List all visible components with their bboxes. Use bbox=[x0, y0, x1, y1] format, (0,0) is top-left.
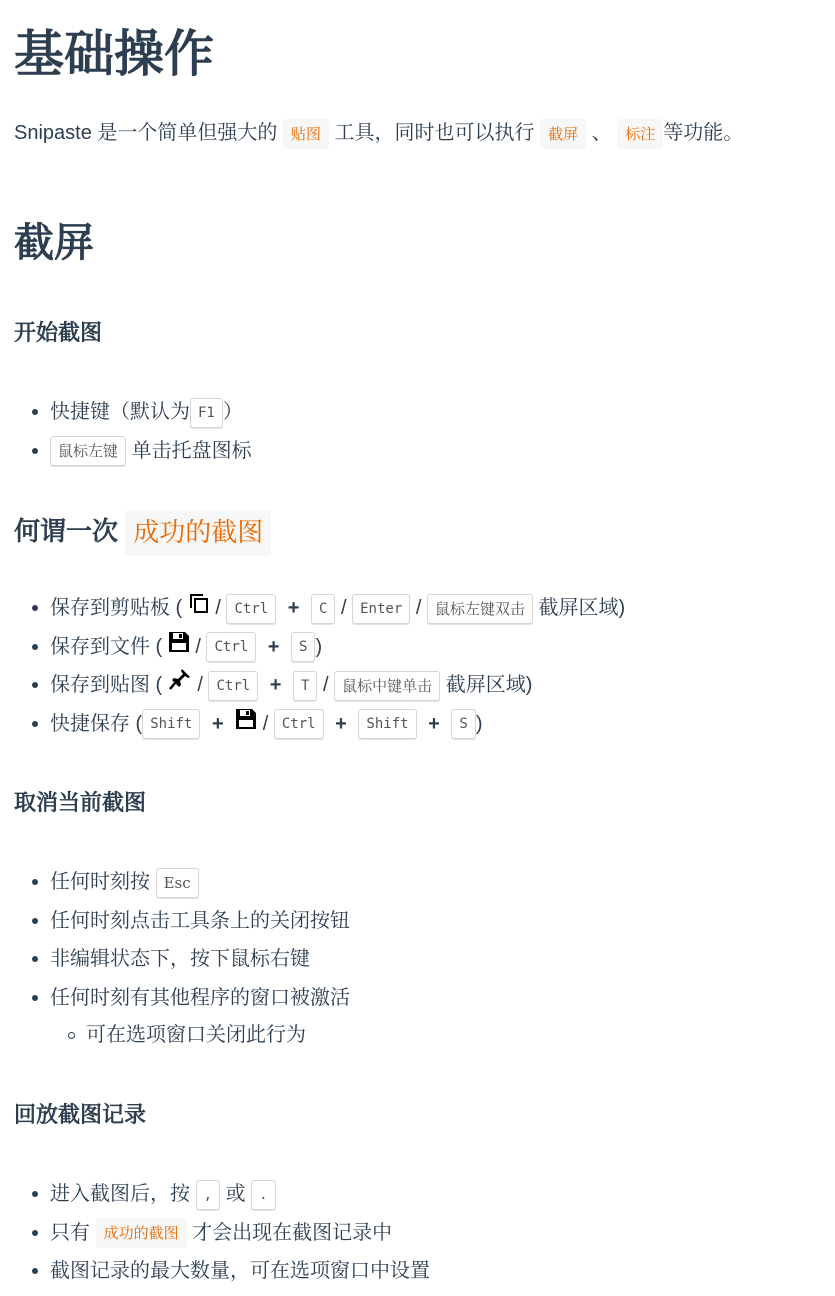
item-text: 才会出现在截图记录中 bbox=[192, 1221, 393, 1244]
item-text: 快捷保存 ( bbox=[50, 712, 143, 735]
list-item bbox=[50, 628, 625, 667]
list-item bbox=[50, 863, 350, 902]
list-item bbox=[50, 979, 350, 1018]
intro-separator: 、 bbox=[591, 122, 612, 144]
item-text: 只有 bbox=[50, 1221, 90, 1244]
key-mouse-middle-click: 鼠标中键单击 bbox=[334, 671, 440, 701]
inline-code: 标注 bbox=[617, 119, 663, 149]
key-mouse-double-click: 鼠标左键双击 bbox=[427, 594, 533, 624]
key-ctrl: Ctrl bbox=[208, 671, 258, 701]
key-s: S bbox=[451, 709, 475, 739]
save-icon bbox=[168, 628, 190, 667]
separator: / bbox=[215, 597, 221, 619]
heading-successful-screenshot bbox=[14, 508, 271, 556]
item-text: 截屏区域) bbox=[445, 674, 533, 696]
cancel-sublist bbox=[50, 1016, 306, 1055]
key-t: T bbox=[293, 671, 317, 701]
copy-icon bbox=[188, 589, 210, 628]
plus-sign: + bbox=[428, 712, 440, 735]
item-text: ) bbox=[315, 635, 323, 658]
key-comma: , bbox=[196, 1180, 220, 1210]
separator: / bbox=[415, 597, 422, 619]
key-ctrl: Ctrl bbox=[274, 709, 324, 739]
section-heading-screenshot: 截屏 bbox=[14, 221, 94, 265]
key-f1: F1 bbox=[190, 398, 223, 428]
sub-list-item: 可在选项窗口关闭此行为 bbox=[86, 1016, 306, 1055]
item-text: ) bbox=[475, 712, 483, 735]
inline-code: 成功的截图 bbox=[96, 1218, 187, 1248]
list-item bbox=[50, 589, 625, 628]
item-text: 保存到文件 ( bbox=[50, 635, 163, 658]
start-list bbox=[14, 393, 252, 470]
item-text: 快捷键（默认为 bbox=[50, 401, 190, 423]
page-title: 基础操作 bbox=[14, 26, 214, 82]
list-item: 截图记录的最大数量，可在选项窗口中设置 bbox=[50, 1252, 430, 1291]
item-text: 进入截图后，按 bbox=[50, 1183, 190, 1205]
key-mouse-left: 鼠标左键 bbox=[50, 436, 126, 466]
key-ctrl: Ctrl bbox=[206, 632, 256, 662]
cancel-list bbox=[14, 863, 350, 1017]
heading-replay-history: 回放截图记录 bbox=[14, 1102, 147, 1127]
key-c: C bbox=[311, 594, 335, 624]
intro-paragraph bbox=[14, 116, 743, 149]
key-ctrl: Ctrl bbox=[226, 594, 276, 624]
separator: / bbox=[323, 674, 329, 696]
item-text: 任何时刻有其他程序的窗口被激活 bbox=[50, 986, 350, 1009]
plus-sign: + bbox=[287, 597, 300, 619]
plus-sign: + bbox=[269, 674, 282, 696]
list-item bbox=[50, 1175, 430, 1214]
key-esc: Esc bbox=[156, 868, 199, 898]
separator: / bbox=[341, 597, 347, 619]
separator: / bbox=[195, 635, 201, 658]
list-item: 非编辑状态下，按下鼠标右键 bbox=[50, 940, 350, 979]
save-icon bbox=[235, 705, 257, 744]
key-enter: Enter bbox=[352, 594, 410, 624]
intro-text: 等功能。 bbox=[663, 122, 744, 144]
item-text: ） bbox=[222, 401, 243, 423]
plus-sign: + bbox=[267, 635, 280, 658]
pin-icon bbox=[168, 666, 192, 705]
list-item: 任何时刻点击工具条上的关闭按钮 bbox=[50, 902, 350, 941]
key-shift: Shift bbox=[358, 709, 416, 739]
inline-code: 截屏 bbox=[540, 119, 586, 149]
item-text: 保存到贴图 ( bbox=[50, 674, 163, 696]
intro-text: 工具，同时也可以执行 bbox=[334, 122, 535, 144]
heading-text: 何谓一次 bbox=[14, 516, 119, 546]
list-item bbox=[50, 432, 252, 471]
intro-text: Snipaste 是一个简单但强大的 bbox=[14, 122, 278, 144]
success-list bbox=[14, 589, 625, 743]
list-item bbox=[50, 393, 252, 432]
plus-sign: + bbox=[335, 712, 347, 735]
item-text: 或 bbox=[225, 1183, 246, 1205]
key-s: S bbox=[291, 632, 315, 662]
item-text: 保存到剪贴板 ( bbox=[50, 597, 183, 619]
inline-code: 贴图 bbox=[283, 119, 329, 149]
separator: / bbox=[262, 712, 269, 735]
key-period: . bbox=[251, 1180, 275, 1210]
key-shift: Shift bbox=[142, 709, 200, 739]
replay-list bbox=[14, 1175, 430, 1291]
list-item bbox=[50, 705, 625, 744]
list-item bbox=[50, 666, 625, 705]
item-text: 任何时刻按 bbox=[50, 871, 150, 893]
item-text: 截屏区域) bbox=[538, 597, 626, 619]
plus-sign: + bbox=[211, 712, 224, 735]
list-item bbox=[50, 1214, 430, 1253]
separator: / bbox=[197, 674, 203, 696]
heading-code: 成功的截图 bbox=[125, 510, 271, 556]
heading-start-screenshot: 开始截图 bbox=[14, 320, 103, 345]
heading-cancel-screenshot: 取消当前截图 bbox=[14, 790, 147, 815]
item-text: 单击托盘图标 bbox=[131, 439, 252, 462]
